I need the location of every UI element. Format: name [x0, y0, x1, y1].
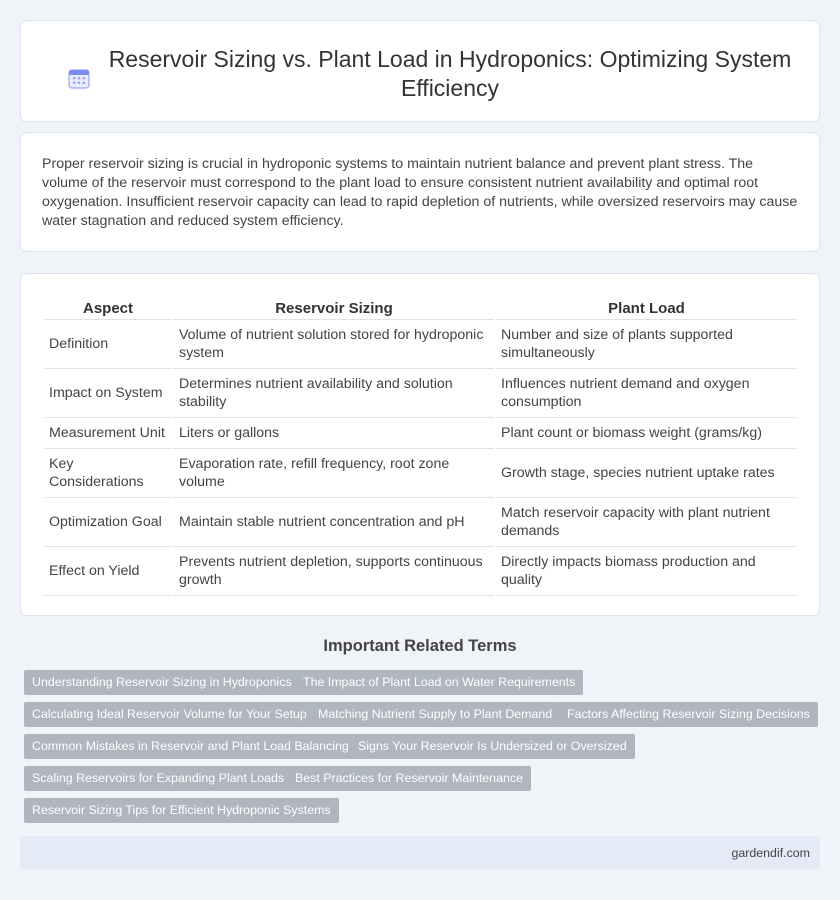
- table-row: [44, 547, 797, 596]
- related-term-tag[interactable]: Reservoir Sizing Tips for Efficient Hydroponic Systems: [24, 798, 339, 823]
- related-term-tag[interactable]: Common Mistakes in Reservoir and Plant Load Balancing: [24, 734, 357, 759]
- related-term-tag[interactable]: Understanding Reservoir Sizing in Hydroponics: [24, 670, 300, 695]
- related-terms-heading: Important Related Terms: [323, 637, 517, 655]
- comparison-table-card: [20, 273, 820, 616]
- table-header-row: [44, 296, 797, 320]
- table-cell: Directly impacts biomass production and quality: [496, 547, 797, 596]
- related-term-tag[interactable]: Factors Affecting Reservoir Sizing Decisions: [559, 702, 818, 727]
- table-cell: Influences nutrient demand and oxygen consumption: [496, 369, 797, 418]
- comparison-table: [42, 296, 799, 596]
- table-cell: Key Considerations: [44, 449, 172, 498]
- table-cell: Evaporation rate, refill frequency, root zone volume: [174, 449, 494, 498]
- related-term-tag[interactable]: The Impact of Plant Load on Water Requirements: [295, 670, 583, 695]
- table-row: [44, 418, 797, 449]
- column-header-plant-load: Plant Load: [496, 296, 797, 320]
- related-term-tag[interactable]: Calculating Ideal Reservoir Volume for Your Setup: [24, 702, 315, 727]
- table-cell: Prevents nutrient depletion, supports continuous growth: [174, 547, 494, 596]
- table-cell: Match reservoir capacity with plant nutrient demands: [496, 498, 797, 547]
- table-row: [44, 369, 797, 418]
- table-cell: Liters or gallons: [174, 418, 494, 449]
- site-name[interactable]: gardendif.com: [731, 846, 810, 860]
- table-cell: Maintain stable nutrient concentration and pH: [174, 498, 494, 547]
- column-header-reservoir-sizing: Reservoir Sizing: [174, 296, 494, 320]
- intro-paragraph: Proper reservoir sizing is crucial in hydroponic systems to maintain nutrient balance and prevent plant stress. The volume of the reservoir must correspond to the plant load to ensure consistent nutrient availability and optimal root oxygenation. Insufficient reservoir capacity can lead to rapid depletion of nutrients, while oversized reservoirs may cause water stagnation and reduced system efficiency.: [42, 156, 798, 229]
- table-cell: Impact on System: [44, 369, 172, 418]
- table-cell: Number and size of plants supported simultaneously: [496, 320, 797, 369]
- table-cell: Measurement Unit: [44, 418, 172, 449]
- title-card: [20, 20, 820, 122]
- table-row: [44, 320, 797, 369]
- related-term-tag[interactable]: Matching Nutrient Supply to Plant Demand: [310, 702, 560, 727]
- table-row: [44, 449, 797, 498]
- table-cell: Plant count or biomass weight (grams/kg): [496, 418, 797, 449]
- related-term-tag[interactable]: Best Practices for Reservoir Maintenance: [287, 766, 531, 791]
- related-term-tag[interactable]: Scaling Reservoirs for Expanding Plant Loads: [24, 766, 292, 791]
- calendar-icon: [68, 67, 90, 89]
- related-term-tag[interactable]: Signs Your Reservoir Is Undersized or Oversized: [350, 734, 635, 759]
- page-title: Reservoir Sizing vs. Plant Load in Hydroponics: Optimizing System Efficiency: [108, 46, 792, 101]
- table-row: [44, 498, 797, 547]
- table-cell: Growth stage, species nutrient uptake rates: [496, 449, 797, 498]
- footer: [20, 836, 820, 870]
- table-cell: Volume of nutrient solution stored for hydroponic system: [174, 320, 494, 369]
- intro-card: [20, 132, 820, 252]
- table-cell: Optimization Goal: [44, 498, 172, 547]
- column-header-aspect: Aspect: [44, 296, 172, 320]
- table-cell: Definition: [44, 320, 172, 369]
- table-cell: Determines nutrient availability and solution stability: [174, 369, 494, 418]
- table-cell: Effect on Yield: [44, 547, 172, 596]
